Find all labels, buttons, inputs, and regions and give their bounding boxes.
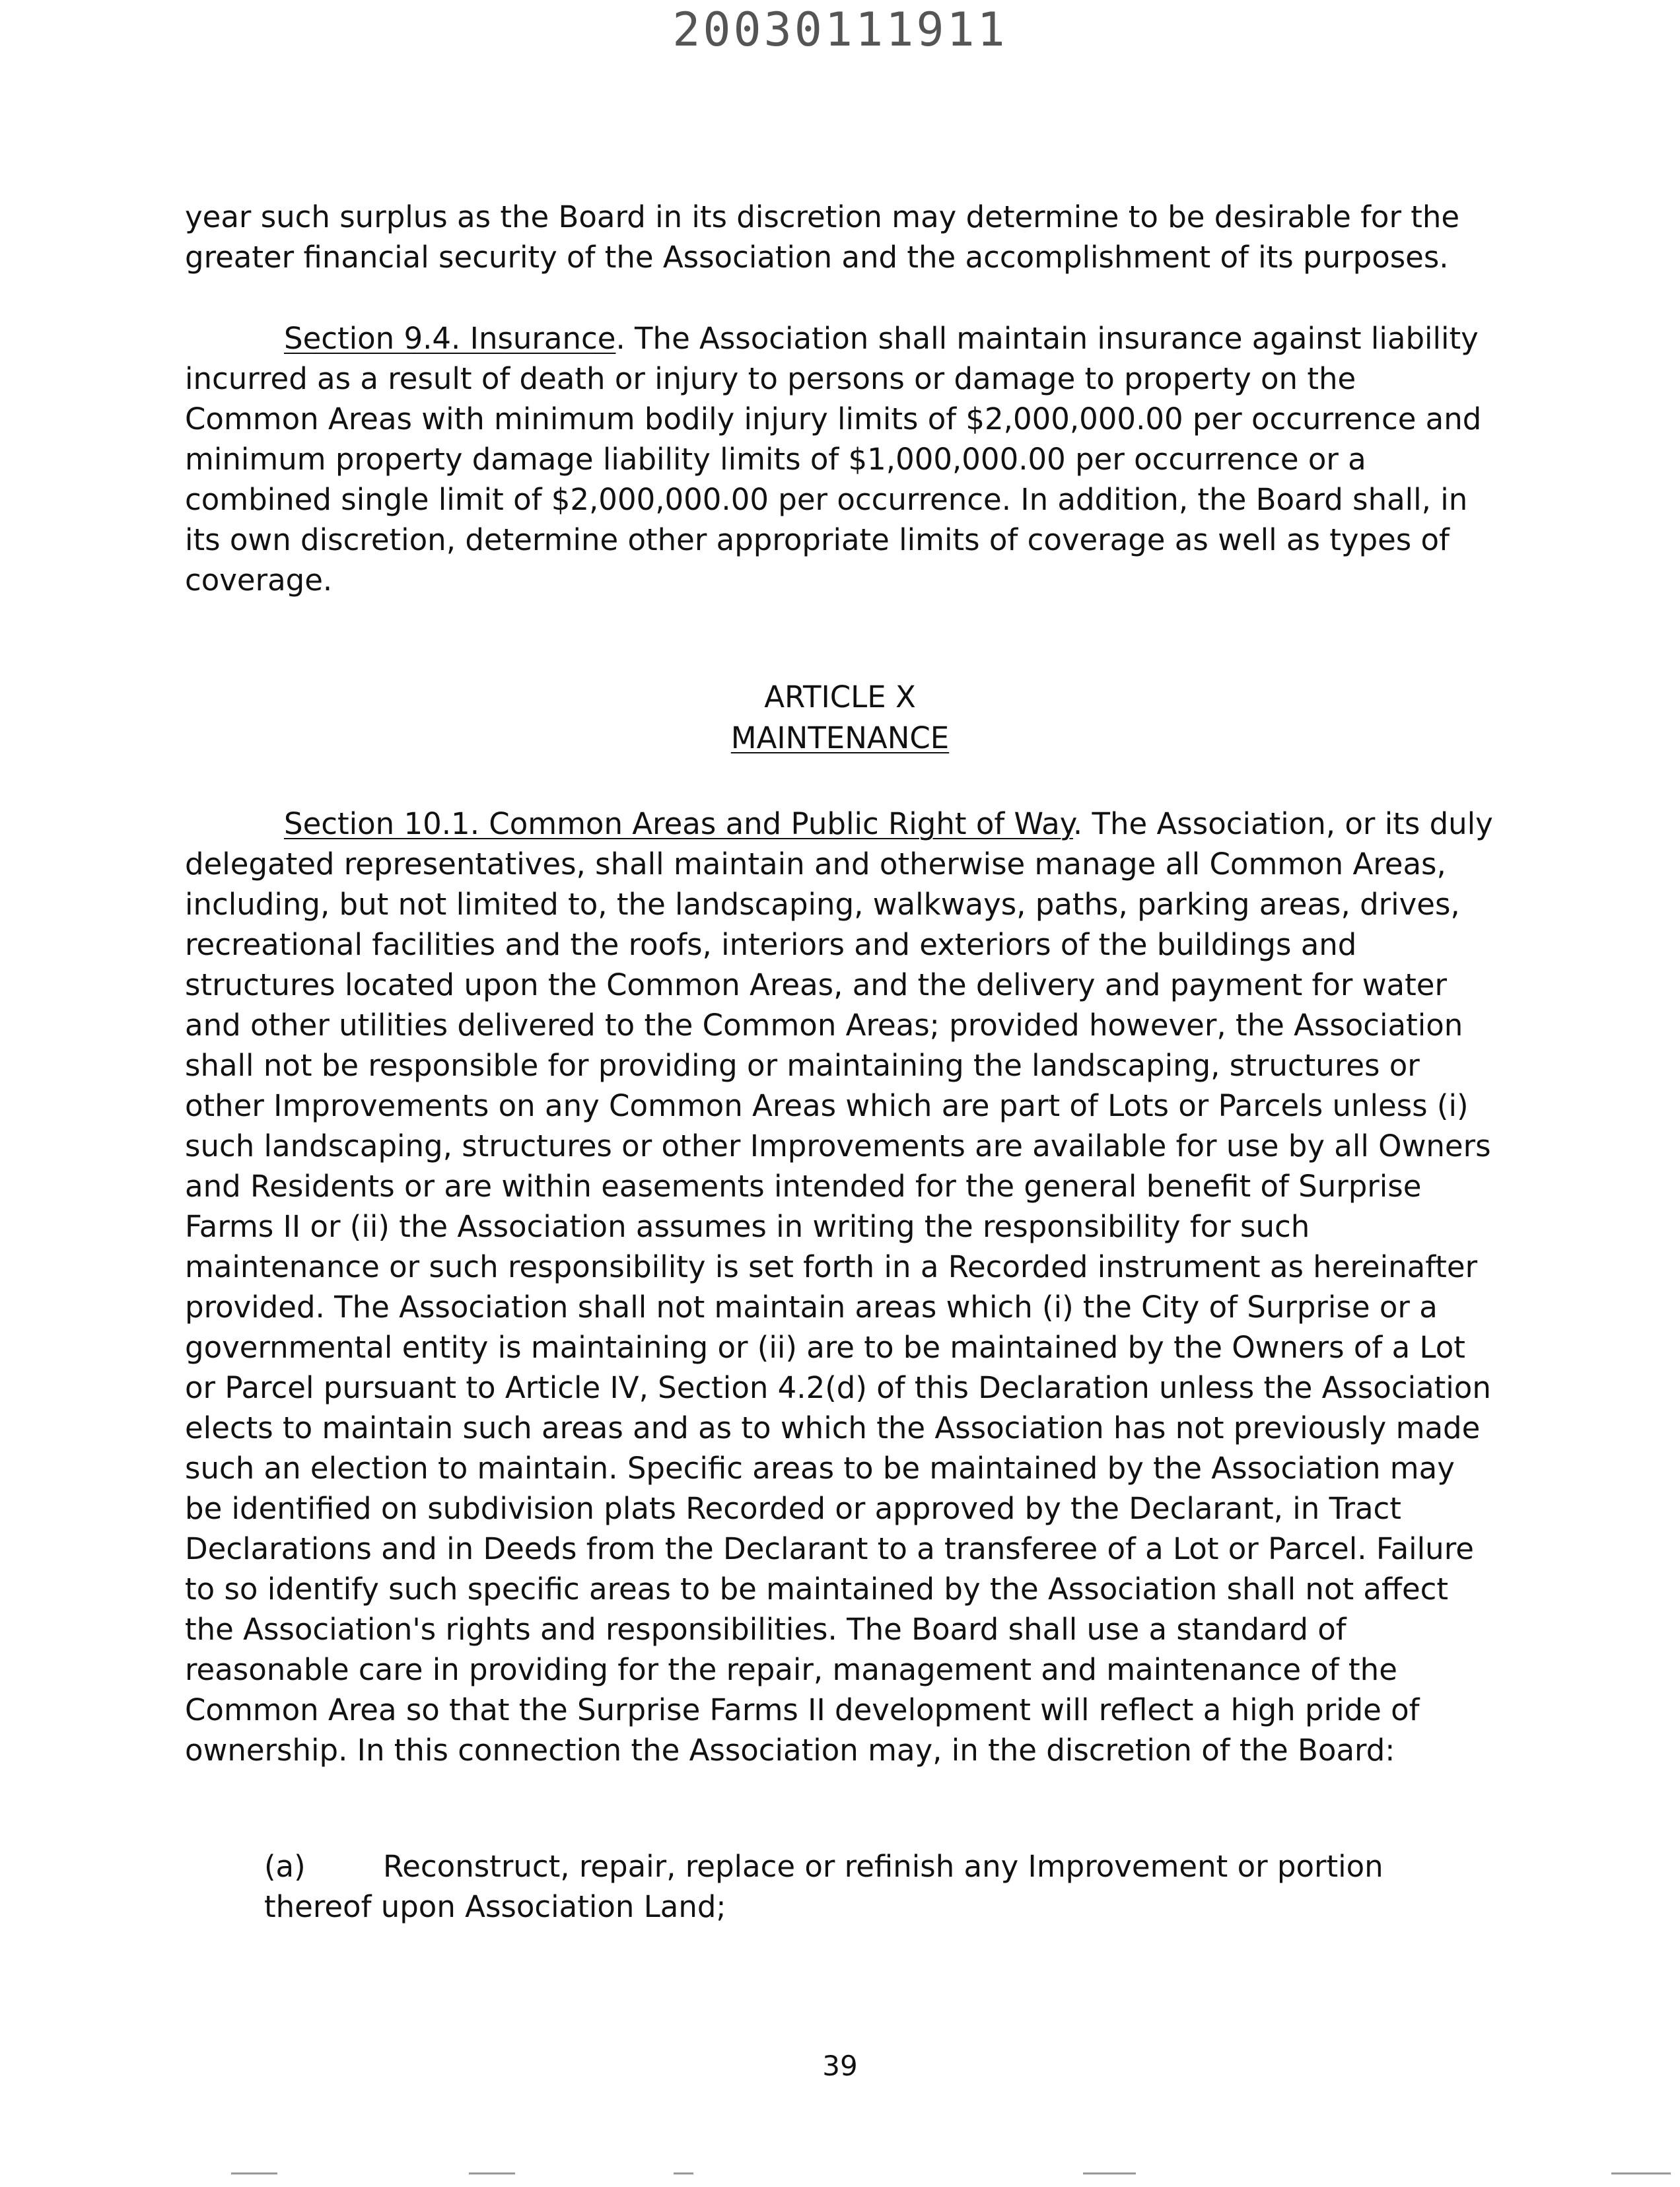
page-number: 39 — [822, 2050, 858, 2082]
section-heading-common-areas: Section 10.1. Common Areas and Public Right of Way — [284, 806, 1073, 841]
section-body-insurance: . The Association shall maintain insurance against liability incurred as a result of death or injury to persons or damage to property on the Common Areas with minimum bodily injury limits of $2,000,000.00 per occurrence and minimum property damage liability limits of $1,000,000.00 per occurrence or a combined single limit of $2,000,000.00 per occurrence. In addition, the Board shall, in its own discretion, determine other appropriate limits of coverage as well as types of coverage. — [185, 321, 1482, 598]
scan-artifact — [469, 2172, 515, 2174]
section-body-common-areas: . The Association, or its duly delegated representatives, shall maintain and otherwise manage all Common Areas, including, but not limited to, the landscaping, walkways, paths, parking areas, drives, recreational facilities and the roofs, interiors and exteriors of the buildings and structures located upon the Common Areas, and the delivery and payment for water and other utilities delivered to the Common Areas; provided however, the Association shall not be responsible for providing or maintaining the landscaping, structures or other Improvements on any Common Areas which are part of Lots or Parcels unless (i) such landscaping, structures or other Improvements are available for use by all Owners and Residents or are within easements intended for the general benefit of Surprise Farms II or (ii) the Association assumes in writing the responsibility for such maintenance or such responsibility is set forth in a Recorded instrument as hereinafter provided. The Association shall not maintain areas which (i) the City of Surprise or a governmental entity is maintaining or (ii) are to be maintained by the Owners of a Lot or Parcel pursuant to Article IV, Section 4.2(d) of this Declaration unless the Association elects to maintain such areas and as to which the Association has not previously made such an election to maintain. Specific areas to be maintained by the Association may be identified on subdivision plats Recorded or approved by the Declarant, in Tract Declarations and in Deeds from the Declarant to a transferee of a Lot or Parcel. Failure to so identify such specific areas to be maintained by the Association shall not affect the Association's rights and responsibilities. The Board shall use a standard of reasonable care in providing for the repair, management and maintenance of the Common Area so that the Surprise Farms II development will reflect a high pride of ownership. In this connection the Association may, in the discretion of the Board: — [185, 806, 1493, 1768]
list-item-text: Reconstruct, repair, replace or refinish any Improvement or portion thereof upon Association Land; — [264, 1849, 1383, 1924]
scan-artifact — [1611, 2172, 1671, 2174]
scan-artifact — [1083, 2172, 1136, 2174]
recording-number: 20030111911 — [672, 3, 1008, 57]
article-number: ARTICLE X — [764, 679, 916, 714]
list-item — [264, 1846, 1453, 1927]
paragraph-surplus: year such surplus as the Board in its discretion may determine to be desirable for the greater financial security of the Association and the accomplishment of its purposes. — [185, 199, 1460, 275]
scan-artifact — [674, 2172, 693, 2174]
list-item-label: (a) — [264, 1849, 306, 1884]
section-heading-insurance: Section 9.4. Insurance — [284, 321, 616, 356]
paragraph-section-9-4 — [185, 318, 1499, 600]
article-title: MAINTENANCE — [730, 720, 950, 755]
scan-artifact — [231, 2172, 277, 2174]
paragraph-section-10-1 — [185, 804, 1499, 1770]
article-heading — [0, 677, 1680, 759]
